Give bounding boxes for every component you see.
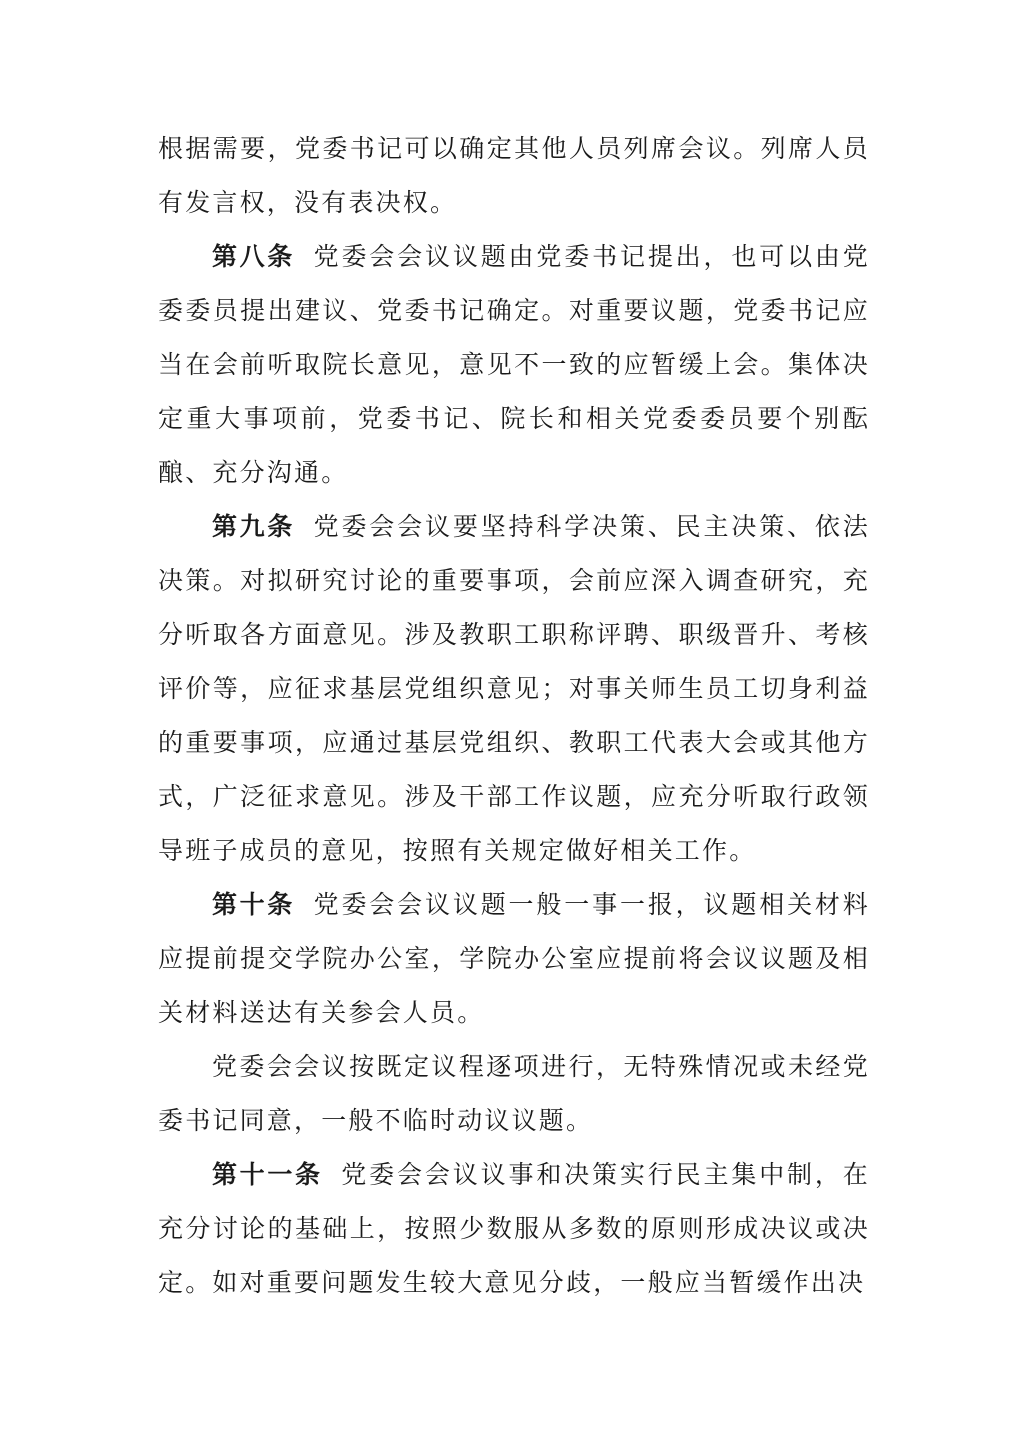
paragraph-article-11 [158, 1148, 870, 1310]
paragraph-article-9 [158, 500, 870, 878]
paragraph-agenda [158, 1040, 870, 1148]
paragraph-attendees [158, 122, 870, 230]
article-number: 第十一条 [212, 1160, 323, 1189]
paragraph-text: 党委会会议要坚持科学决策、民主决策、依法决策。对拟研究讨论的重要事项，会前应深入调查研究，充分听取各方面意见。涉及教职工职称评聘、职级晋升、考核评价等，应征求基层党组织意见；对事关师生员工切身利益的重要事项，应通过基层党组织、教职工代表大会或其他方式，广泛征求意见。涉及干部工作议题，应充分听取行政领导班子成员的意见，按照有关规定做好相关工作。 [158, 512, 870, 865]
paragraph-text: 党委会会议议题一般一事一报，议题相关材料应提前提交学院办公室，学院办公室应提前将会议议题及相关材料送达有关参会人员。 [158, 890, 870, 1027]
paragraph-text: 党委会会议议题由党委书记提出，也可以由党委委员提出建议、党委书记确定。对重要议题，党委书记应当在会前听取院长意见，意见不一致的应暂缓上会。集体决定重大事项前，党委书记、院长和相关党委委员要个别酝酿、充分沟通。 [158, 242, 870, 487]
paragraph-text: 党委会会议议事和决策实行民主集中制，在充分讨论的基础上，按照少数服从多数的原则形成决议或决定。如对重要问题发生较大意见分歧，一般应当暂缓作出决 [158, 1160, 870, 1297]
paragraph-article-8 [158, 230, 870, 500]
article-number: 第十条 [212, 890, 295, 919]
article-number: 第八条 [212, 242, 295, 271]
document-body [158, 122, 870, 1310]
article-number: 第九条 [212, 512, 295, 541]
paragraph-text: 党委会会议按既定议程逐项进行，无特殊情况或未经党委书记同意，一般不临时动议议题。 [158, 1052, 870, 1135]
paragraph-article-10 [158, 878, 870, 1040]
paragraph-text: 根据需要，党委书记可以确定其他人员列席会议。列席人员有发言权，没有表决权。 [158, 134, 870, 217]
